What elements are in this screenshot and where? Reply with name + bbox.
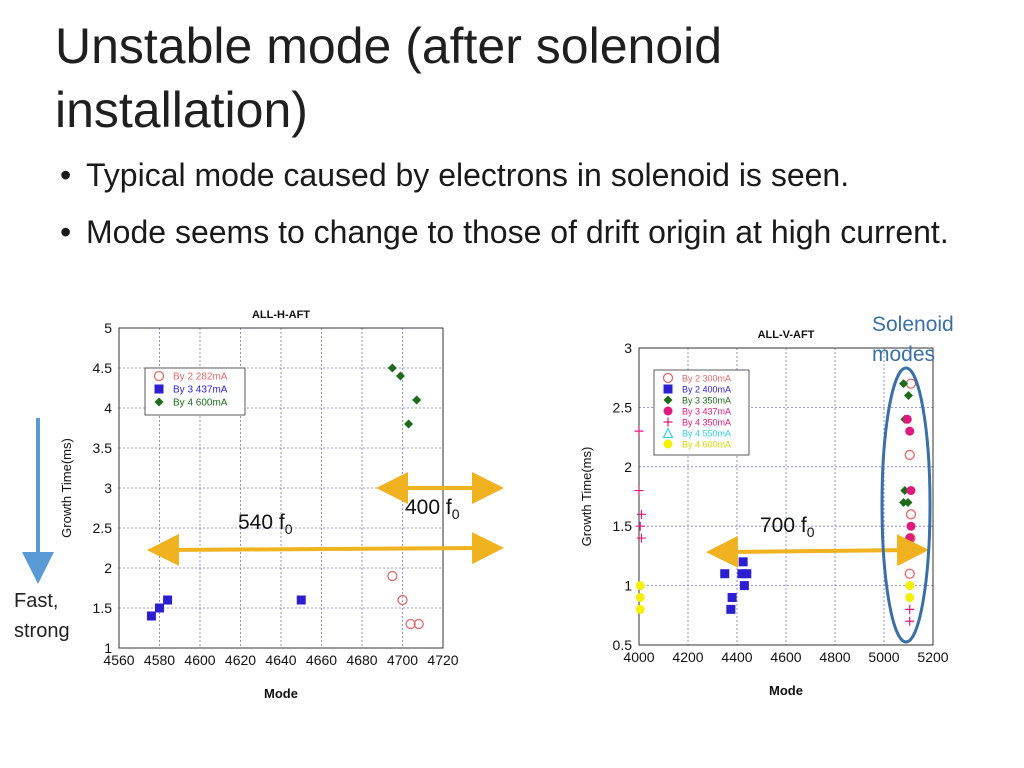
data-point	[904, 391, 913, 400]
legend-label: By 4 350mA	[682, 417, 732, 428]
y-axis-label: Growth Time(ms)	[59, 438, 74, 538]
bullet-dot: •	[60, 214, 72, 250]
data-point	[637, 534, 646, 543]
data-point	[906, 510, 915, 519]
series-by-3-437ma	[147, 596, 306, 621]
x-tick-label: 4600	[184, 652, 216, 668]
legend-marker	[664, 385, 673, 394]
y-tick-label: 3.5	[92, 440, 112, 456]
data-point	[720, 569, 729, 578]
data-point	[905, 605, 914, 614]
data-point	[388, 364, 397, 373]
data-point	[905, 427, 914, 436]
bullet-1	[60, 154, 980, 196]
x-tick-label: 4640	[265, 652, 297, 668]
y-tick-label: 2.5	[612, 399, 632, 416]
data-point	[728, 593, 737, 602]
data-point	[906, 486, 915, 495]
x-tick-label: 4680	[346, 652, 378, 668]
y-axis-label: Growth Time(ms)	[579, 446, 594, 547]
data-point	[906, 522, 915, 531]
y-tick-label: 2	[104, 560, 112, 576]
x-tick-label: 4800	[819, 649, 851, 665]
bullet-2-text: Mode seems to change to those of drift origin at high current.	[86, 214, 949, 250]
legend-label: By 2 400mA	[682, 384, 732, 395]
y-tick-label: 2.5	[92, 520, 112, 536]
data-point	[396, 372, 405, 381]
chart-title: ALL-H-AFT	[251, 309, 311, 321]
bullet-2	[60, 211, 980, 253]
legend-label: By 4 600mA	[173, 397, 228, 409]
chart-title: ALL-V-AFT	[757, 329, 815, 341]
data-point	[636, 605, 645, 614]
annotation-400-f0: 400 $f_0$	[405, 496, 460, 523]
data-point	[635, 427, 644, 436]
legend-label: By 3 437mA	[682, 406, 732, 417]
data-point	[155, 604, 164, 613]
x-tick-label: 4660	[305, 652, 338, 668]
data-point	[147, 612, 156, 621]
y-tick-label: 4.5	[92, 360, 112, 376]
legend	[654, 370, 749, 455]
x-tick-label: 4200	[672, 649, 704, 665]
data-point	[905, 593, 914, 602]
y-tick-label: 1.5	[92, 600, 112, 616]
data-point	[905, 569, 914, 578]
series-by-2-282ma	[388, 572, 423, 629]
x-axis-label: Mode	[769, 683, 803, 698]
y-tick-label: 5	[104, 320, 112, 336]
x-tick-label: 4400	[721, 649, 753, 665]
legend-marker	[664, 407, 673, 416]
x-tick-label: 4600	[770, 649, 802, 665]
data-point	[905, 534, 914, 543]
fast-strong-label: Fast, strong	[14, 590, 70, 642]
legend-marker	[664, 440, 673, 449]
data-point	[740, 581, 749, 590]
data-point	[297, 596, 306, 605]
x-tick-label: 5200	[917, 649, 949, 665]
series-by-4-600ma	[636, 581, 915, 614]
data-point	[637, 510, 646, 519]
y-tick-label: 1	[624, 577, 632, 594]
data-point	[726, 605, 735, 614]
data-point	[903, 415, 912, 424]
legend-marker	[155, 385, 164, 394]
x-tick-label: 5000	[868, 649, 900, 665]
x-tick-label: 4000	[623, 649, 655, 665]
y-tick-label: 3	[624, 340, 632, 356]
data-point	[906, 545, 915, 554]
legend-label: By 4 600mA	[682, 439, 732, 450]
x-axis-label: Mode	[264, 686, 298, 701]
y-tick-label: 4	[104, 400, 112, 416]
data-point	[404, 420, 413, 429]
x-tick-label: 4700	[386, 652, 419, 668]
solenoid-modes-label: Solenoid modes	[872, 313, 954, 366]
data-point	[412, 396, 421, 405]
annotation-540-f0: 540 $f_0$	[238, 511, 293, 538]
legend-label: By 2 282mA	[173, 371, 228, 383]
data-point	[163, 596, 172, 605]
slide-title: Unstable mode (after solenoid installation)	[55, 18, 723, 138]
legend-label: By 3 437mA	[173, 384, 228, 396]
x-tick-label: 4560	[103, 652, 135, 668]
bullet-dot: •	[60, 157, 72, 193]
x-tick-label: 4580	[143, 652, 176, 668]
bullet-1-text: Typical mode caused by electrons in solenoid is seen.	[86, 157, 850, 193]
data-point	[636, 593, 645, 602]
annotation-700-f0: 700 $f_0$	[760, 514, 815, 541]
series-by-4-600ma	[388, 364, 421, 429]
data-point	[905, 450, 914, 459]
legend-label: By 2 300mA	[682, 373, 732, 384]
data-point	[905, 581, 914, 590]
data-point	[636, 581, 645, 590]
data-point	[899, 379, 908, 388]
data-point	[388, 572, 397, 581]
legend-label: By 3 350mA	[682, 395, 732, 406]
y-tick-label: 1	[104, 640, 112, 656]
data-point	[905, 617, 914, 626]
y-tick-label: 1.5	[612, 518, 632, 535]
data-point	[635, 486, 644, 495]
data-point	[636, 522, 645, 531]
y-tick-label: 2	[624, 458, 632, 475]
legend	[145, 368, 245, 415]
chart-all-v-aft	[560, 318, 960, 708]
data-point	[739, 557, 748, 566]
y-tick-label: 0.5	[612, 637, 632, 653]
x-tick-label: 4720	[427, 652, 459, 668]
legend-label: By 4 550mA	[682, 428, 732, 439]
data-point	[742, 569, 751, 578]
y-tick-label: 3	[104, 480, 112, 496]
x-tick-label: 4620	[224, 652, 257, 668]
